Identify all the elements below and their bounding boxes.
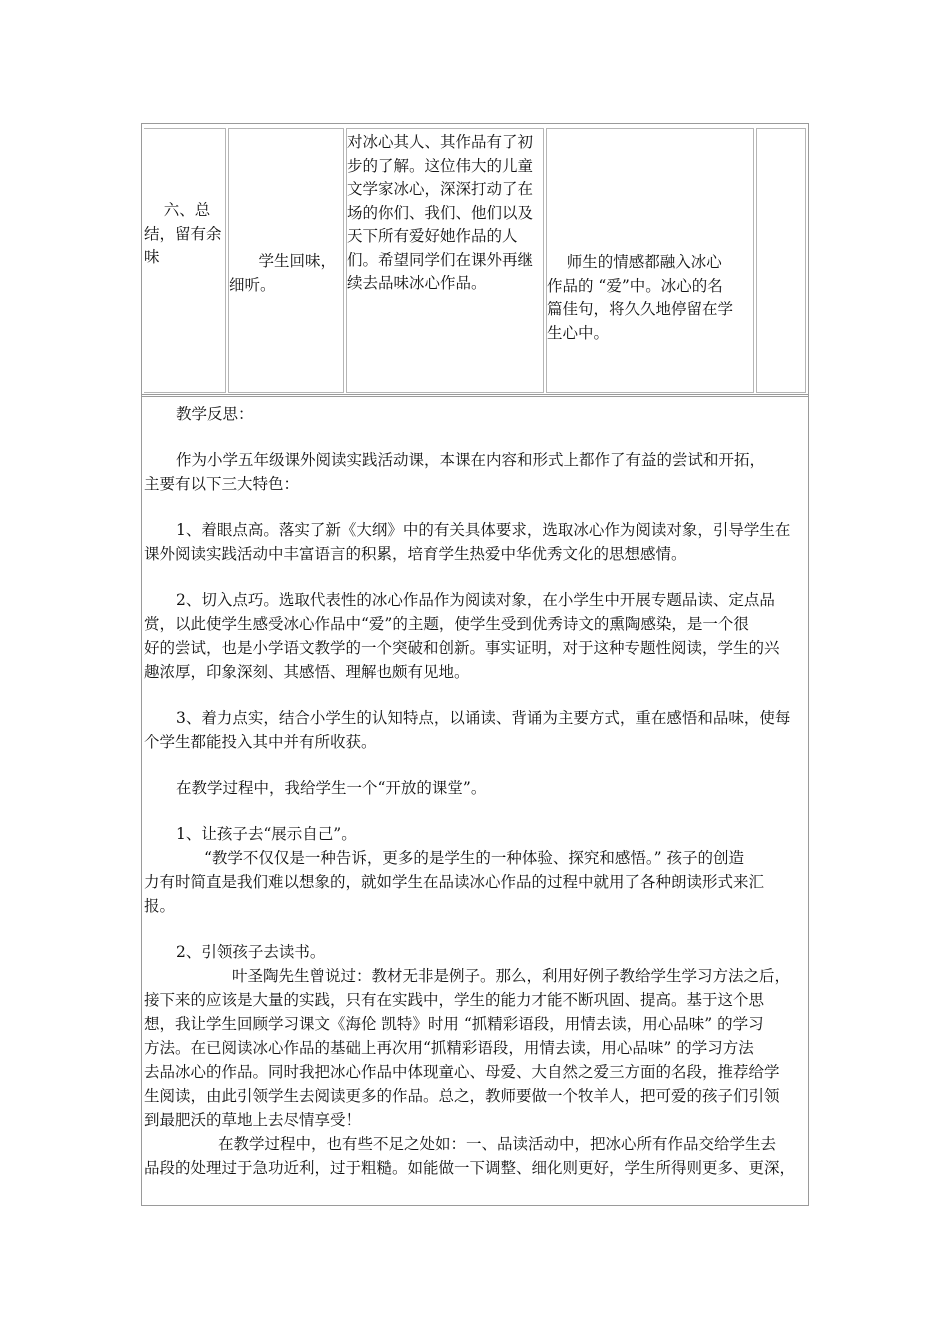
student-line: 学生回味， (229, 252, 337, 270)
intent-line: 生心中。 (547, 323, 610, 342)
teacher-line: 们。希望同学们在课外再继 (347, 250, 534, 269)
stage-line: 六、总 (144, 201, 211, 219)
paragraph-line: 课外阅读实践活动中丰富语言的积累，培育学生热爱中华优秀文化的思想感情。 (144, 545, 687, 563)
paragraph-line: 去品冰心的作品。同时我把冰心作品中体现童心、母爱、大自然之爱三方面的名段，推荐给学 (144, 1063, 780, 1081)
paragraph-line: 接下来的应该是大量的实践，只有在实践中，学生的能力才能不断巩固、提高。基于这个思 (144, 991, 765, 1009)
paragraph-line: 在教学过程中，也有些不足之处如：一、品读活动中，把冰心所有作品交给学生去 (218, 1135, 777, 1153)
paragraph-line: “教学不仅仅是一种告诉，更多的是学生的一种体验、探究和感悟。” 孩子的创造 (204, 849, 745, 867)
paragraph-line: 品段的处理过于急功近利，过于粗糙。如能做一下调整、细化则更好，学生所得则更多、更深， (144, 1159, 796, 1177)
paragraph-line: 作为小学五年级课外阅读实践活动课，本课在内容和形式上都作了有益的尝试和开拓， (176, 451, 766, 469)
table-row (142, 124, 808, 394)
paragraph-line: 叶圣陶先生曾说过：教材无非是例子。那么，利用好例子教给学生学习方法之后， (232, 967, 791, 985)
design-intent-cell (546, 128, 754, 393)
paragraph-line: 报。 (144, 897, 176, 915)
teacher-line: 场的你们、我们、他们以及 (347, 203, 534, 222)
intent-line: 师生的情感都融入冰心 (547, 253, 722, 271)
stage-line: 结，留有余 (144, 224, 222, 243)
intent-line: 作品的 “爱”中。冰心的名 (547, 276, 723, 295)
paragraph-line: 好的尝试，也是小学语文教学的一个突破和创新。事实证明，对于这种专题性阅读，学生的兴 (144, 639, 780, 657)
document-frame (141, 123, 809, 1206)
paragraph-line: 力有时简直是我们难以想象的，就如学生在品读冰心作品的过程中就用了各种朗读形式来汇 (144, 873, 765, 891)
teacher-line: 文学家冰心，深深打动了在 (347, 180, 534, 198)
stage-line: 味 (144, 248, 160, 266)
teacher-line: 天下所有爱好她作品的人 (347, 227, 518, 245)
paragraph-line: 生阅读，由此引领学生去阅读更多的作品。总之，教师要做一个牧羊人，把可爱的孩子们引领 (144, 1087, 780, 1105)
paragraph-line: 1、着眼点高。落实了新《大纲》中的有关具体要求，选取冰心作为阅读对象，引导学生在 (176, 521, 791, 539)
stage-cell (144, 128, 226, 393)
student-activity-cell (228, 128, 344, 393)
paragraph-line: 到最肥沃的草地上去尽情享受！ (144, 1111, 362, 1129)
paragraph-line: 2、切入点巧。选取代表性的冰心作品作为阅读对象，在小学生中开展专题品读、定点品 (176, 591, 775, 609)
teacher-activity-cell (346, 128, 544, 393)
paragraph-line: 赏，以此使学生感受冰心作品中“爱”的主题，使学生受到优秀诗文的熏陶感染，是一个很 (144, 615, 749, 633)
empty-cell (756, 128, 806, 393)
row-divider (142, 394, 808, 397)
paragraph-line: 3、着力点实，结合小学生的认知特点，以诵读、背诵为主要方式，重在感悟和品味，使每 (176, 709, 791, 727)
intent-line: 篇佳句，将久久地停留在学 (547, 300, 734, 318)
paragraph-line: 趣浓厚，印象深刻、其感悟、理解也颇有见地。 (144, 663, 470, 681)
teacher-line: 步的了解。这位伟大的儿童 (347, 156, 534, 175)
paragraph-line: 1、让孩子去“展示自己”。 (176, 825, 357, 843)
teacher-line: 续去品味冰心作品。 (347, 274, 487, 292)
paragraph-line: 个学生都能投入其中并有所收获。 (144, 733, 377, 751)
student-line: 细听。 (229, 275, 276, 294)
paragraph-line: 方法。在已阅读冰心作品的基础上再次用“抓精彩语段，用情去读，用心品味” 的学习方法 (144, 1039, 754, 1057)
paragraph-line: 主要有以下三大特色： (144, 475, 300, 493)
teacher-line: 对冰心其人、其作品有了初 (347, 133, 534, 151)
paragraph-line: 想，我让学生回顾学习课文《海伦 凯特》时用 “抓精彩语段，用情去读，用心品味” 的学习 (144, 1015, 764, 1033)
paragraph-line: 在教学过程中，我给学生一个“开放的课堂”。 (176, 779, 487, 797)
paragraph-line: 2、引领孩子去读书。 (176, 943, 326, 961)
reflection-title: 教学反思： (176, 405, 254, 423)
reflection-section (142, 402, 808, 1180)
